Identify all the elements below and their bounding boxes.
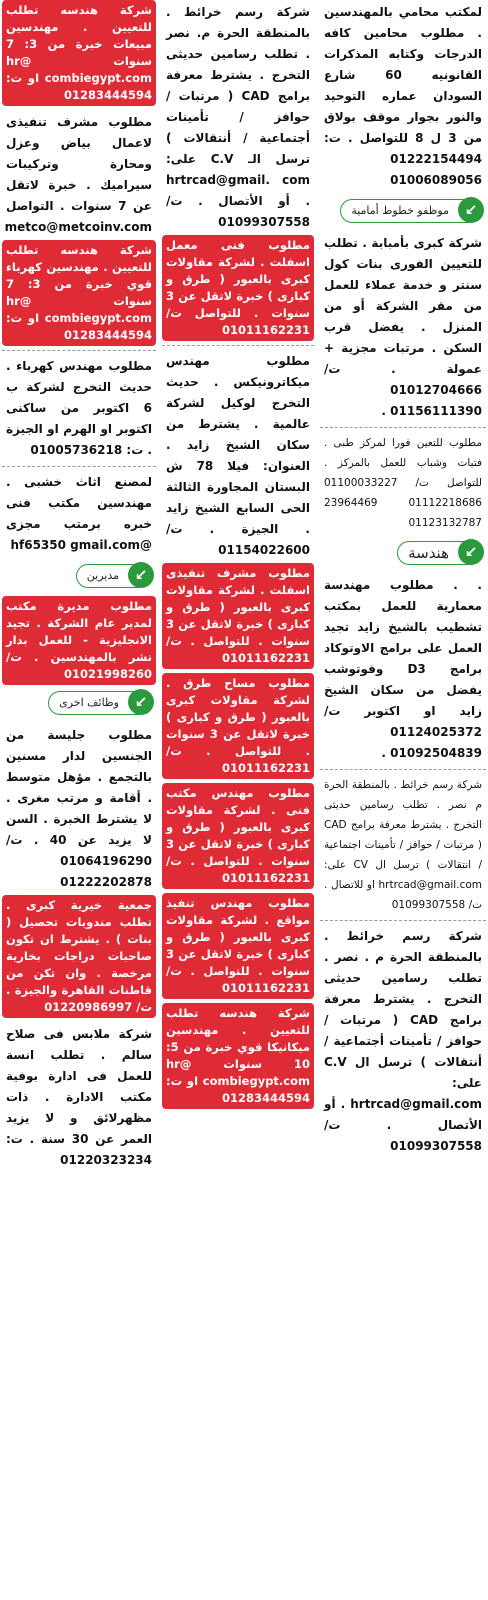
- classified-ad-highlighted: مطلوب مساح طرق . لشركة مقاولات كبرى بالعبور ( طرق و كبارى ) خبرة لاتقل عن 3 سنوات . للتواصل . ت/ 01011162231: [162, 673, 314, 779]
- classified-ad: لمصنع اثاث خشبى . مهندسين مكتب فنى خبره برمتب مجزى @hf65350 gmail.com: [6, 475, 152, 552]
- classified-ad-highlighted: شركة هندسه تطلب للتعيين . مهندسين كهرباء قوي خبرة من 3: 7 سنوات @hr combiegypt.com او ت: 01283444594: [2, 240, 156, 346]
- divider: [320, 769, 486, 770]
- classified-ad: شركة رسم خرائط . بالمنطقة الحرة م نصر . تطلب رسامين حديثى التخرج . يشترط معرفة برامج CAD ( مرتبات / حوافز / تأمينات اجتماعية / انتقالات ) ترسل ال CV على: hrtrcad@gmail.com او للاتصال . ت/ 01099307558: [324, 779, 482, 911]
- check-arrow-icon: ↙: [458, 197, 484, 223]
- column-right: [320, 0, 486, 1600]
- classified-ad: مطلوب مهندس ميكاترونيكس . حديث التخرج لوكيل لشركة عالمية . يشترط من سكان الشيخ زايد . العنوان: فيلا 78 ش البستان المجاورة الثالثة الحى السابع الشيخ زايد . الجيزة . ت/ 01154022600: [166, 354, 310, 557]
- classified-ad-highlighted: مطلوب مهندس مكتب فنى . لشركة مقاولات كبرى بالعبور ( طرق و كبارى ) خبرة لاتقل عن 3 سنوات . للتواصل . ت/ 01011162231: [162, 783, 314, 889]
- section-header-managers: [4, 564, 154, 588]
- classified-ad: شركة كبرى بأمبابة . تطلب للتعيين الفورى بنات كول سنتر و خدمة عملاء للعمل من مقر الشركة أو من المنزل . يفضل قرب السكن . مرتبات مجزية + عمولة . ت/ 01012704666 01156111390 .: [324, 236, 482, 418]
- classified-ad-highlighted: مطلوب فنى معمل اسفلت . لشركة مقاولات كبرى بالعبور ( طرق و كبارى ) خبرة لاتقل عن 3 سنوات . للتواصل ت/ 01011162231: [162, 235, 314, 341]
- classified-ad: مطلوب جليسة من الجنسين لدار مسنين بالتجمع . مؤهل متوسط . أقامة و مرتب مغرى . لا يشترط الخبرة . السن لا يزيد عن 40 . ت/ 01064196290 01222202878: [6, 728, 152, 889]
- check-arrow-icon: ↙: [128, 562, 154, 588]
- classified-ad: . . مطلوب مهندسة معمارية للعمل بمكتب تشطيب بالشيخ زايد تجيد العمل على برامج الاوتوكاد برامج D3 وفوتوشب يفضل من سكان الشيخ زايد او اكتوبر ت/ 01124025372 01092504839 .: [324, 578, 482, 760]
- column-left: [2, 0, 156, 1600]
- classified-ad-highlighted: جمعية خيرية كبرى . تطلب مندوبات تحصيل ( بنات ) . يشترط ان تكون صاحبات دراجات بخارية مرخصة . وان تكن من قاطنات القاهرة والجيزة . ت/ 01220986997: [2, 895, 156, 1018]
- divider: [320, 427, 486, 428]
- classified-ad: لمكتب محامي بالمهندسين . مطلوب محامين كافه الدرجات وكتابه المذكرات القانونيه 60 شارع السودان عماره التوحيد والنور بجوار موقف بولاق من 3 ل 8 للتواصل . ت: 01222154494 01006089056: [324, 5, 483, 187]
- classified-ad-highlighted: شركة هندسه تطلب للتعيين . مهندسين ميكانيكا قوي خبرة من 5: 10 سنوات @hr combiegypt.com او ت: 01283444594: [162, 1003, 314, 1109]
- classified-ad: شركة رسم خرائط . بالمنطقة الحرة م . نصر . تطلب رسامين حديثى التخرج . يشترط معرفة برامج CAD ( مرتبات / حوافز / تأمينات أجتماعية / أنتقالات ) ترسل ال C.V على: hrtrcad@gmail.com . أو الأتصال . ت/ 01099307558: [324, 929, 482, 1153]
- classified-ad-highlighted: شركة هندسه تطلب للتعيين . مهندسين مبيعات خبرة من 3: 7 سنوات @hr combiegypt.com او ت: 01283444594: [2, 0, 156, 106]
- classified-ad: مطلوب مهندس كهرباء . حديث التخرج لشركة ب 6 اكتوبر من ساكنى اكتوبر او الهرم او الجيزة . ت: 01005736218: [6, 359, 152, 457]
- section-label: موظفو خطوط أمامية: [340, 199, 480, 223]
- classified-ad: مطلوب مشرف تنفيذى لاعمال بياض وعزل ومحارة وتركيبات سيراميك . خبرة لاتقل عن 7 سنوات . التواصل metco@metcoinv.com: [4, 115, 152, 234]
- divider: [162, 345, 314, 346]
- divider: [2, 466, 156, 467]
- classified-ad-highlighted: مطلوب مهندس تنفيذ مواقع . لشركة مقاولات كبرى بالعبور ( طرق و كبارى ) خبرة لاتقل عن 3 سنوات . للتواصل . ت/ 01011162231: [162, 893, 314, 999]
- section-label: هندسة: [397, 541, 480, 565]
- classified-ad: مطلوب للتعين فورا لمركز طبى . فتيات وشباب للعمل بالمركز . للتواصل ت/ 01100033227 01112218686 23964469 01123132787: [324, 437, 482, 529]
- check-arrow-icon: ↙: [458, 539, 484, 565]
- section-label: مديرين: [76, 564, 150, 588]
- section-header-front-staff: [322, 199, 484, 223]
- section-label: وظائف اخرى: [48, 691, 150, 715]
- classified-ad-highlighted: مطلوب مشرف تنفيذى اسفلت . لشركة مقاولات كبرى بالعبور ( طرق و كبارى ) خبرة لاتقل عن 3 سنوات . للتواصل . ت/ 01011162231: [162, 563, 314, 669]
- divider: [2, 350, 156, 351]
- section-header-other-jobs: [4, 691, 154, 715]
- classified-ad: شركة رسم خرائط . بالمنطقة الحرة م. نصر . تطلب رسامين حديثى التخرج . يشترط معرفة برامج CAD ( مرتبات / حوافز / تأمينات أجتماعية / أنتقالات ) ترسل الـ C.V على: hrtrcad@gmail. com . أو الأتصال . ت/ 01099307558: [166, 5, 310, 229]
- classified-ad: شركة ملابس فى صلاح سالم . تطلب انسة للعمل فى ادارة بوفية مكتب الادارة . ذات مظهرلائق و لا يزيد العمر عن 30 سنة . ت: 01220323234: [6, 1027, 152, 1167]
- column-middle: [162, 0, 314, 1600]
- section-header-engineering: [322, 541, 484, 565]
- check-arrow-icon: ↙: [128, 689, 154, 715]
- classified-ad-highlighted: مطلوب مديرة مكتب لمدير عام الشركة . تجيد الانجليزية - للعمل بدار نشر بالمهندسين . ت/ 01021998260: [2, 596, 156, 685]
- divider: [320, 920, 486, 921]
